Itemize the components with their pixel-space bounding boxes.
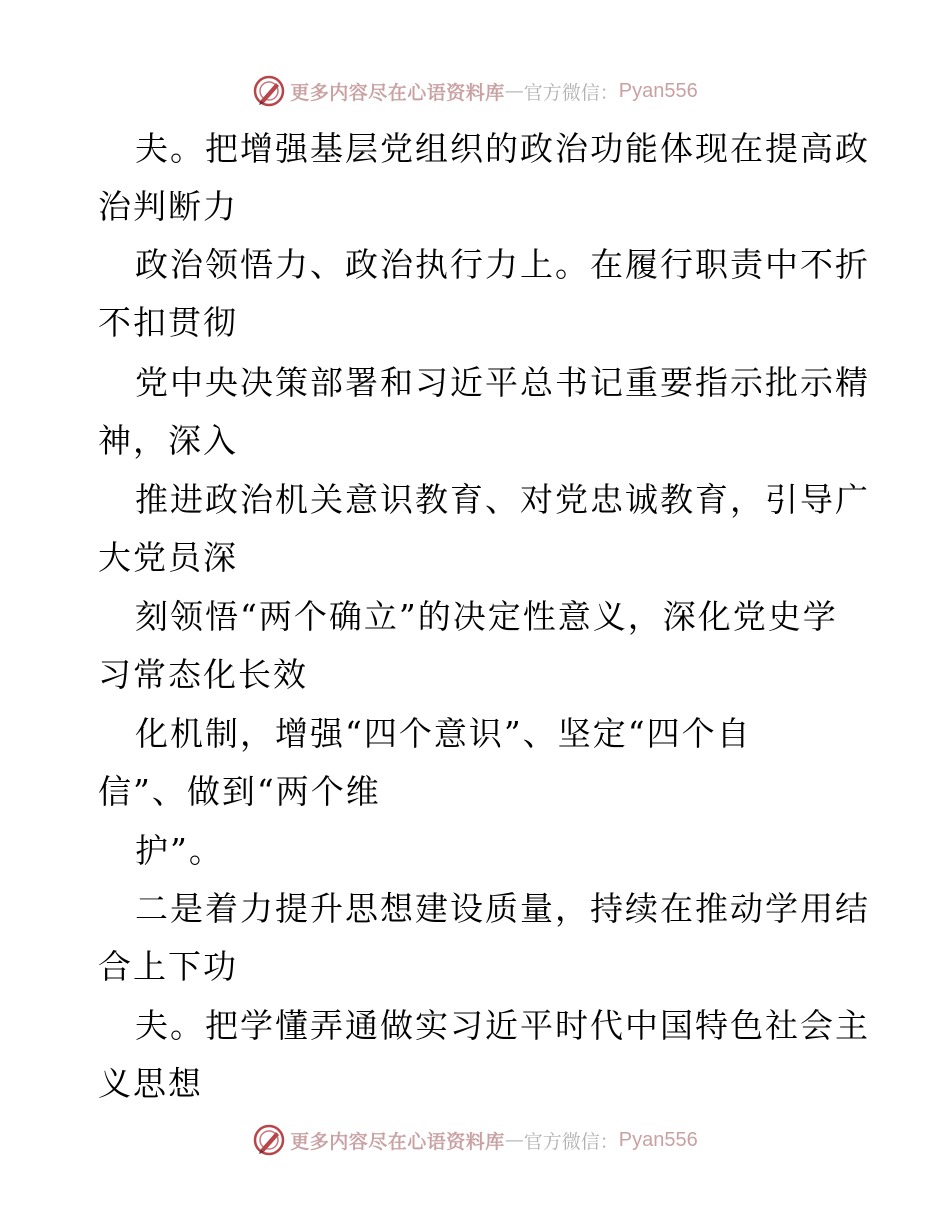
header-wechat-label: 官方微信： bbox=[523, 81, 619, 104]
header-dash: — bbox=[504, 80, 524, 102]
body-line: 化机制，增强“四个意识”、坚定“四个自 bbox=[135, 714, 752, 753]
footer-wechat-label: 官方微信： bbox=[523, 1130, 619, 1153]
footer-brand-text: 更多内容尽在心语资料库 bbox=[290, 1130, 505, 1153]
body-line: 政治领悟力、政治执行力上。在履行职责中不折 bbox=[135, 245, 870, 284]
body-line: 党中央决策部署和习近平总书记重要指示批示精 bbox=[135, 363, 870, 402]
body-line: 护”。 bbox=[135, 831, 224, 870]
body-line: 推进政治机关意识教育、对党忠诚教育，引导广 bbox=[135, 480, 870, 519]
body-line: 神，深入 bbox=[98, 421, 238, 460]
body-line: 夫。把学懂弄通做实习近平时代中国特色社会主 bbox=[135, 1006, 870, 1045]
body-line: 二是着力提升思想建设质量，持续在推动学用结 bbox=[135, 889, 870, 928]
footer-dash: — bbox=[504, 1129, 524, 1151]
body-line: 夫。把增强基层党组织的政治功能体现在提高政 bbox=[135, 129, 870, 168]
body-line: 信”、做到“两个维 bbox=[98, 772, 381, 811]
pen-logo-icon bbox=[252, 1123, 286, 1157]
header-wechat-id: Pyan556 bbox=[618, 79, 698, 102]
header-brand-text: 更多内容尽在心语资料库 bbox=[290, 81, 505, 104]
body-line: 大党员深 bbox=[98, 538, 238, 577]
body-line: 义思想 bbox=[98, 1064, 203, 1103]
footer-watermark bbox=[0, 1120, 950, 1160]
body-line: 不扣贯彻 bbox=[98, 303, 238, 342]
body-line: 合上下功 bbox=[98, 947, 238, 986]
body-line: 治判断力 bbox=[98, 187, 238, 226]
body-line: 习常态化长效 bbox=[98, 655, 308, 694]
body-line: 刻领悟“两个确立”的决定性意义，深化党史学 bbox=[135, 597, 838, 636]
footer-wechat-id: Pyan556 bbox=[618, 1128, 698, 1151]
